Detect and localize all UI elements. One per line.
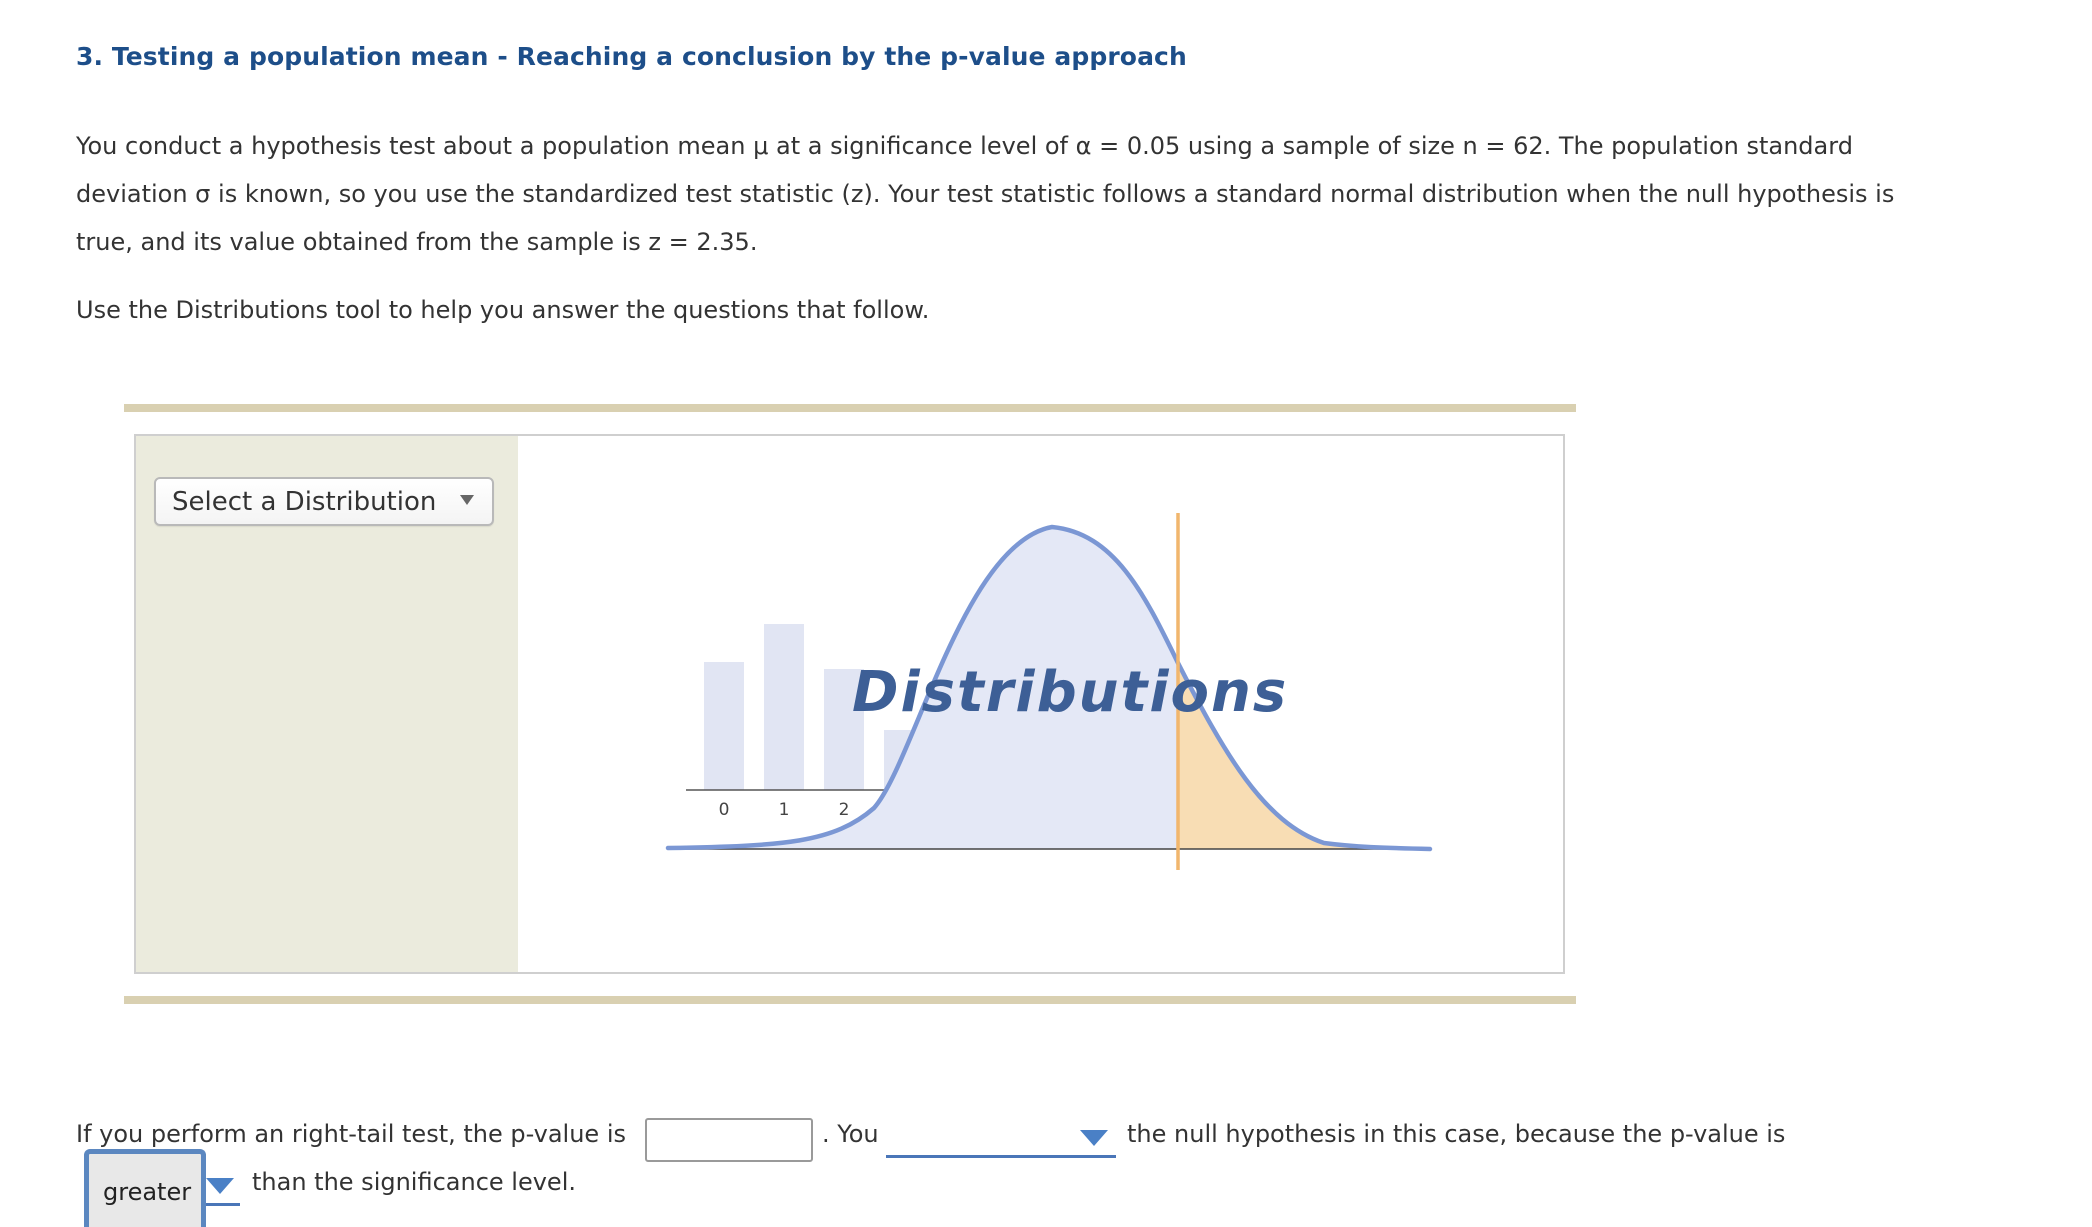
pvalue-input[interactable] bbox=[645, 1118, 813, 1162]
chevron-down-icon bbox=[460, 495, 474, 505]
comparison-dropdown-toggle[interactable] bbox=[206, 1178, 240, 1206]
tool-sidebar bbox=[136, 436, 518, 972]
question-instruction: Use the Distributions tool to help you answer the questions that follow. bbox=[76, 296, 930, 324]
splash-tick-0: 0 bbox=[718, 800, 730, 820]
decision-dropdown[interactable] bbox=[886, 1124, 1116, 1158]
you-text: . You bbox=[822, 1120, 879, 1148]
select-distribution-label: Select a Distribution bbox=[172, 486, 437, 517]
tool-top-rule bbox=[124, 404, 1576, 412]
answer-line1-suffix: the null hypothesis in this case, because the p-value is bbox=[1127, 1120, 1786, 1148]
answer-line1-prefix: If you perform an right-tail test, the p-value is bbox=[76, 1120, 626, 1148]
dropdown-arrow-icon bbox=[1080, 1130, 1108, 1146]
select-distribution-dropdown[interactable] bbox=[154, 477, 494, 526]
comparison-value: greater bbox=[103, 1178, 192, 1206]
dropdown-arrow-icon bbox=[206, 1178, 234, 1194]
answer-line2-suffix: than the significance level. bbox=[252, 1168, 576, 1196]
splash-bar-1 bbox=[764, 624, 804, 790]
question-paragraph: You conduct a hypothesis test about a population mean μ at a significance level of α = 0.05 using a sample of size n = 62. The population standard deviation σ is known, so you use the standardized test statistic (z). Your test statistic follows a standard normal distribution when the null hypothesis is true, and its value obtained from the sample is z = 2.35. bbox=[76, 132, 1895, 256]
splash-tick-2: 2 bbox=[838, 800, 850, 820]
distributions-splash bbox=[664, 503, 1434, 883]
question-title: 3. Testing a population mean - Reaching a conclusion by the p-value approach bbox=[76, 42, 1187, 71]
tool-bottom-rule bbox=[124, 996, 1576, 1004]
splash-title: Distributions bbox=[852, 660, 1289, 725]
comparison-dropdown[interactable] bbox=[84, 1149, 206, 1227]
splash-bar-0 bbox=[704, 662, 744, 790]
splash-tick-1: 1 bbox=[778, 800, 790, 820]
